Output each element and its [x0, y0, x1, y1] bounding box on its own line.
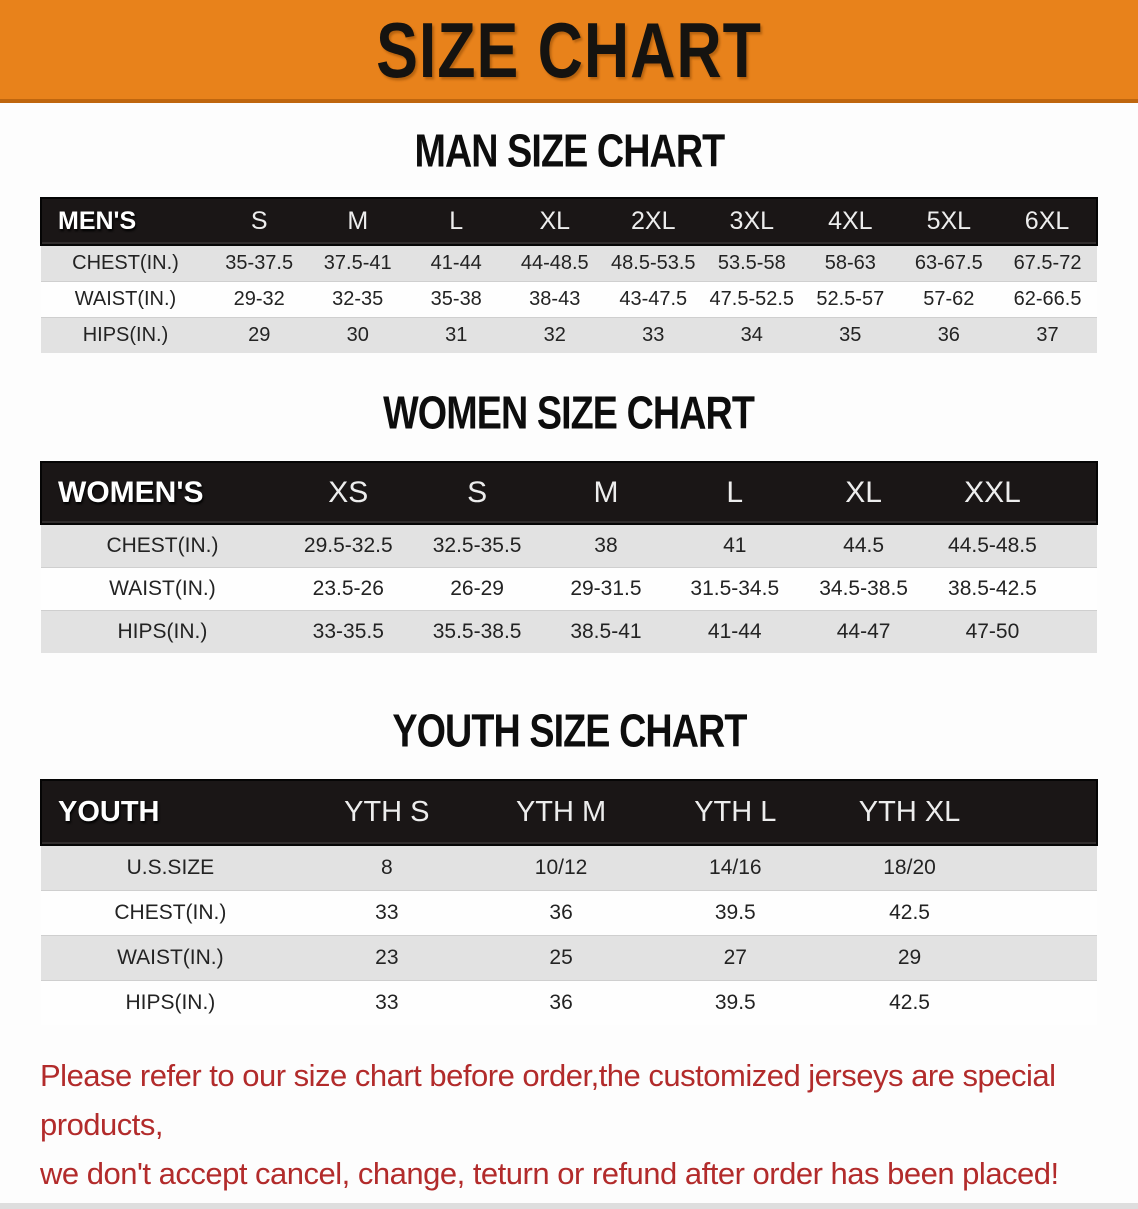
size-col-header: L: [407, 198, 506, 245]
size-cell: 35-37.5: [210, 245, 309, 282]
women-header-row: [41, 462, 1097, 524]
table-row-hips: [41, 318, 1097, 354]
size-col-header: XL: [799, 462, 928, 524]
table-row-hips: [41, 611, 1097, 654]
size-cell: 31: [407, 318, 506, 354]
size-cell: 29.5-32.5: [284, 524, 413, 568]
size-cell: 35-38: [407, 282, 506, 318]
size-col-header: XXL: [928, 462, 1057, 524]
men-header-label: MEN'S: [41, 198, 210, 245]
size-cell: 44.5-48.5: [928, 524, 1057, 568]
size-cell: 48.5-53.5: [604, 245, 703, 282]
size-col-header: 6XL: [998, 198, 1097, 245]
spacer-cell: [1057, 568, 1097, 611]
size-cell: 23.5-26: [284, 568, 413, 611]
size-cell: 53.5-58: [703, 245, 802, 282]
youth-size-table: [40, 779, 1098, 1025]
table-row-ussize: [41, 845, 1097, 891]
size-cell: 29-31.5: [542, 568, 671, 611]
table-row-chest: [41, 524, 1097, 568]
table-row-hips: [41, 981, 1097, 1026]
table-row-chest: [41, 245, 1097, 282]
size-cell: 33-35.5: [284, 611, 413, 654]
size-cell: 23: [300, 936, 474, 981]
size-col-header: S: [210, 198, 309, 245]
size-cell: 47.5-52.5: [703, 282, 802, 318]
size-cell: 52.5-57: [801, 282, 900, 318]
size-cell: 41-44: [670, 611, 799, 654]
men-size-table: [40, 197, 1098, 353]
size-col-header: YTH M: [474, 780, 648, 845]
youth-header-row: [41, 780, 1097, 845]
size-cell: 29-32: [210, 282, 309, 318]
spacer-cell: [997, 936, 1097, 981]
size-col-header: XL: [506, 198, 605, 245]
size-cell: 36: [474, 891, 648, 936]
size-col-header: YTH S: [300, 780, 474, 845]
table-row-waist: [41, 282, 1097, 318]
women-section-title: WOMEN SIZE CHART: [383, 387, 755, 439]
size-cell: 27: [648, 936, 822, 981]
size-cell: 42.5: [822, 981, 996, 1026]
size-cell: 33: [300, 981, 474, 1026]
disclaimer-line-2: we don't accept cancel, change, teturn or refund after order has been placed!: [40, 1156, 1059, 1191]
size-cell: 38.5-41: [542, 611, 671, 654]
size-cell: 31.5-34.5: [670, 568, 799, 611]
size-cell: 62-66.5: [998, 282, 1097, 318]
size-cell: 38-43: [506, 282, 605, 318]
size-cell: 57-62: [900, 282, 999, 318]
size-cell: 18/20: [822, 845, 996, 891]
spacer-cell: [997, 891, 1097, 936]
size-col-header: YTH L: [648, 780, 822, 845]
size-col-header: 5XL: [900, 198, 999, 245]
table-row-waist: [41, 568, 1097, 611]
size-cell: 36: [900, 318, 999, 354]
women-header-label: WOMEN'S: [41, 462, 284, 524]
size-cell: 41-44: [407, 245, 506, 282]
spacer-cell: [997, 845, 1097, 891]
row-label: CHEST(IN.): [41, 245, 210, 282]
size-cell: 32.5-35.5: [413, 524, 542, 568]
size-col-header: YTH XL: [822, 780, 996, 845]
size-cell: 35: [801, 318, 900, 354]
size-chart-banner: [0, 0, 1138, 103]
size-cell: 30: [308, 318, 407, 354]
row-label: HIPS(IN.): [41, 981, 300, 1026]
size-col-header: M: [542, 462, 671, 524]
size-cell: 38: [542, 524, 671, 568]
size-cell: 37: [998, 318, 1097, 354]
size-col-header: 4XL: [801, 198, 900, 245]
size-cell: 32-35: [308, 282, 407, 318]
size-cell: 67.5-72: [998, 245, 1097, 282]
size-col-header: 2XL: [604, 198, 703, 245]
size-cell: 47-50: [928, 611, 1057, 654]
row-label: CHEST(IN.): [41, 891, 300, 936]
size-cell: 39.5: [648, 981, 822, 1026]
size-cell: 14/16: [648, 845, 822, 891]
size-col-header: S: [413, 462, 542, 524]
row-label: U.S.SIZE: [41, 845, 300, 891]
youth-header-label: YOUTH: [41, 780, 300, 845]
size-cell: 35.5-38.5: [413, 611, 542, 654]
table-row-chest: [41, 891, 1097, 936]
size-cell: 26-29: [413, 568, 542, 611]
size-col-header: XS: [284, 462, 413, 524]
spacer-cell: [1057, 611, 1097, 654]
size-cell: 8: [300, 845, 474, 891]
size-col-header: 3XL: [703, 198, 802, 245]
size-cell: 38.5-42.5: [928, 568, 1057, 611]
spacer-cell: [1057, 462, 1097, 524]
spacer-cell: [1057, 524, 1097, 568]
row-label: HIPS(IN.): [41, 611, 284, 654]
youth-section-title: YOUTH SIZE CHART: [391, 705, 747, 757]
size-cell: 41: [670, 524, 799, 568]
size-cell: 39.5: [648, 891, 822, 936]
size-cell: 33: [604, 318, 703, 354]
row-label: CHEST(IN.): [41, 524, 284, 568]
row-label: HIPS(IN.): [41, 318, 210, 354]
size-cell: 43-47.5: [604, 282, 703, 318]
disclaimer-line-1: Please refer to our size chart before order,the customized jerseys are special products,: [40, 1058, 1056, 1142]
spacer-cell: [997, 780, 1097, 845]
size-cell: 34.5-38.5: [799, 568, 928, 611]
size-cell: 25: [474, 936, 648, 981]
banner-title: SIZE CHART: [376, 5, 762, 94]
women-size-table: [40, 461, 1098, 653]
size-col-header: M: [308, 198, 407, 245]
size-cell: 34: [703, 318, 802, 354]
spacer-cell: [997, 981, 1097, 1026]
footer-strip: [0, 1203, 1138, 1209]
size-cell: 63-67.5: [900, 245, 999, 282]
size-cell: 58-63: [801, 245, 900, 282]
size-cell: 37.5-41: [308, 245, 407, 282]
size-cell: 29: [822, 936, 996, 981]
table-row-waist: [41, 936, 1097, 981]
size-cell: 33: [300, 891, 474, 936]
men-header-row: [41, 198, 1097, 245]
row-label: WAIST(IN.): [41, 282, 210, 318]
size-col-header: L: [670, 462, 799, 524]
size-cell: 44-48.5: [506, 245, 605, 282]
disclaimer-text: [40, 1051, 1138, 1198]
row-label: WAIST(IN.): [41, 936, 300, 981]
size-cell: 10/12: [474, 845, 648, 891]
size-cell: 44.5: [799, 524, 928, 568]
size-cell: 32: [506, 318, 605, 354]
row-label: WAIST(IN.): [41, 568, 284, 611]
size-cell: 42.5: [822, 891, 996, 936]
size-cell: 44-47: [799, 611, 928, 654]
size-cell: 36: [474, 981, 648, 1026]
men-section-title: MAN SIZE CHART: [414, 125, 724, 177]
size-cell: 29: [210, 318, 309, 354]
